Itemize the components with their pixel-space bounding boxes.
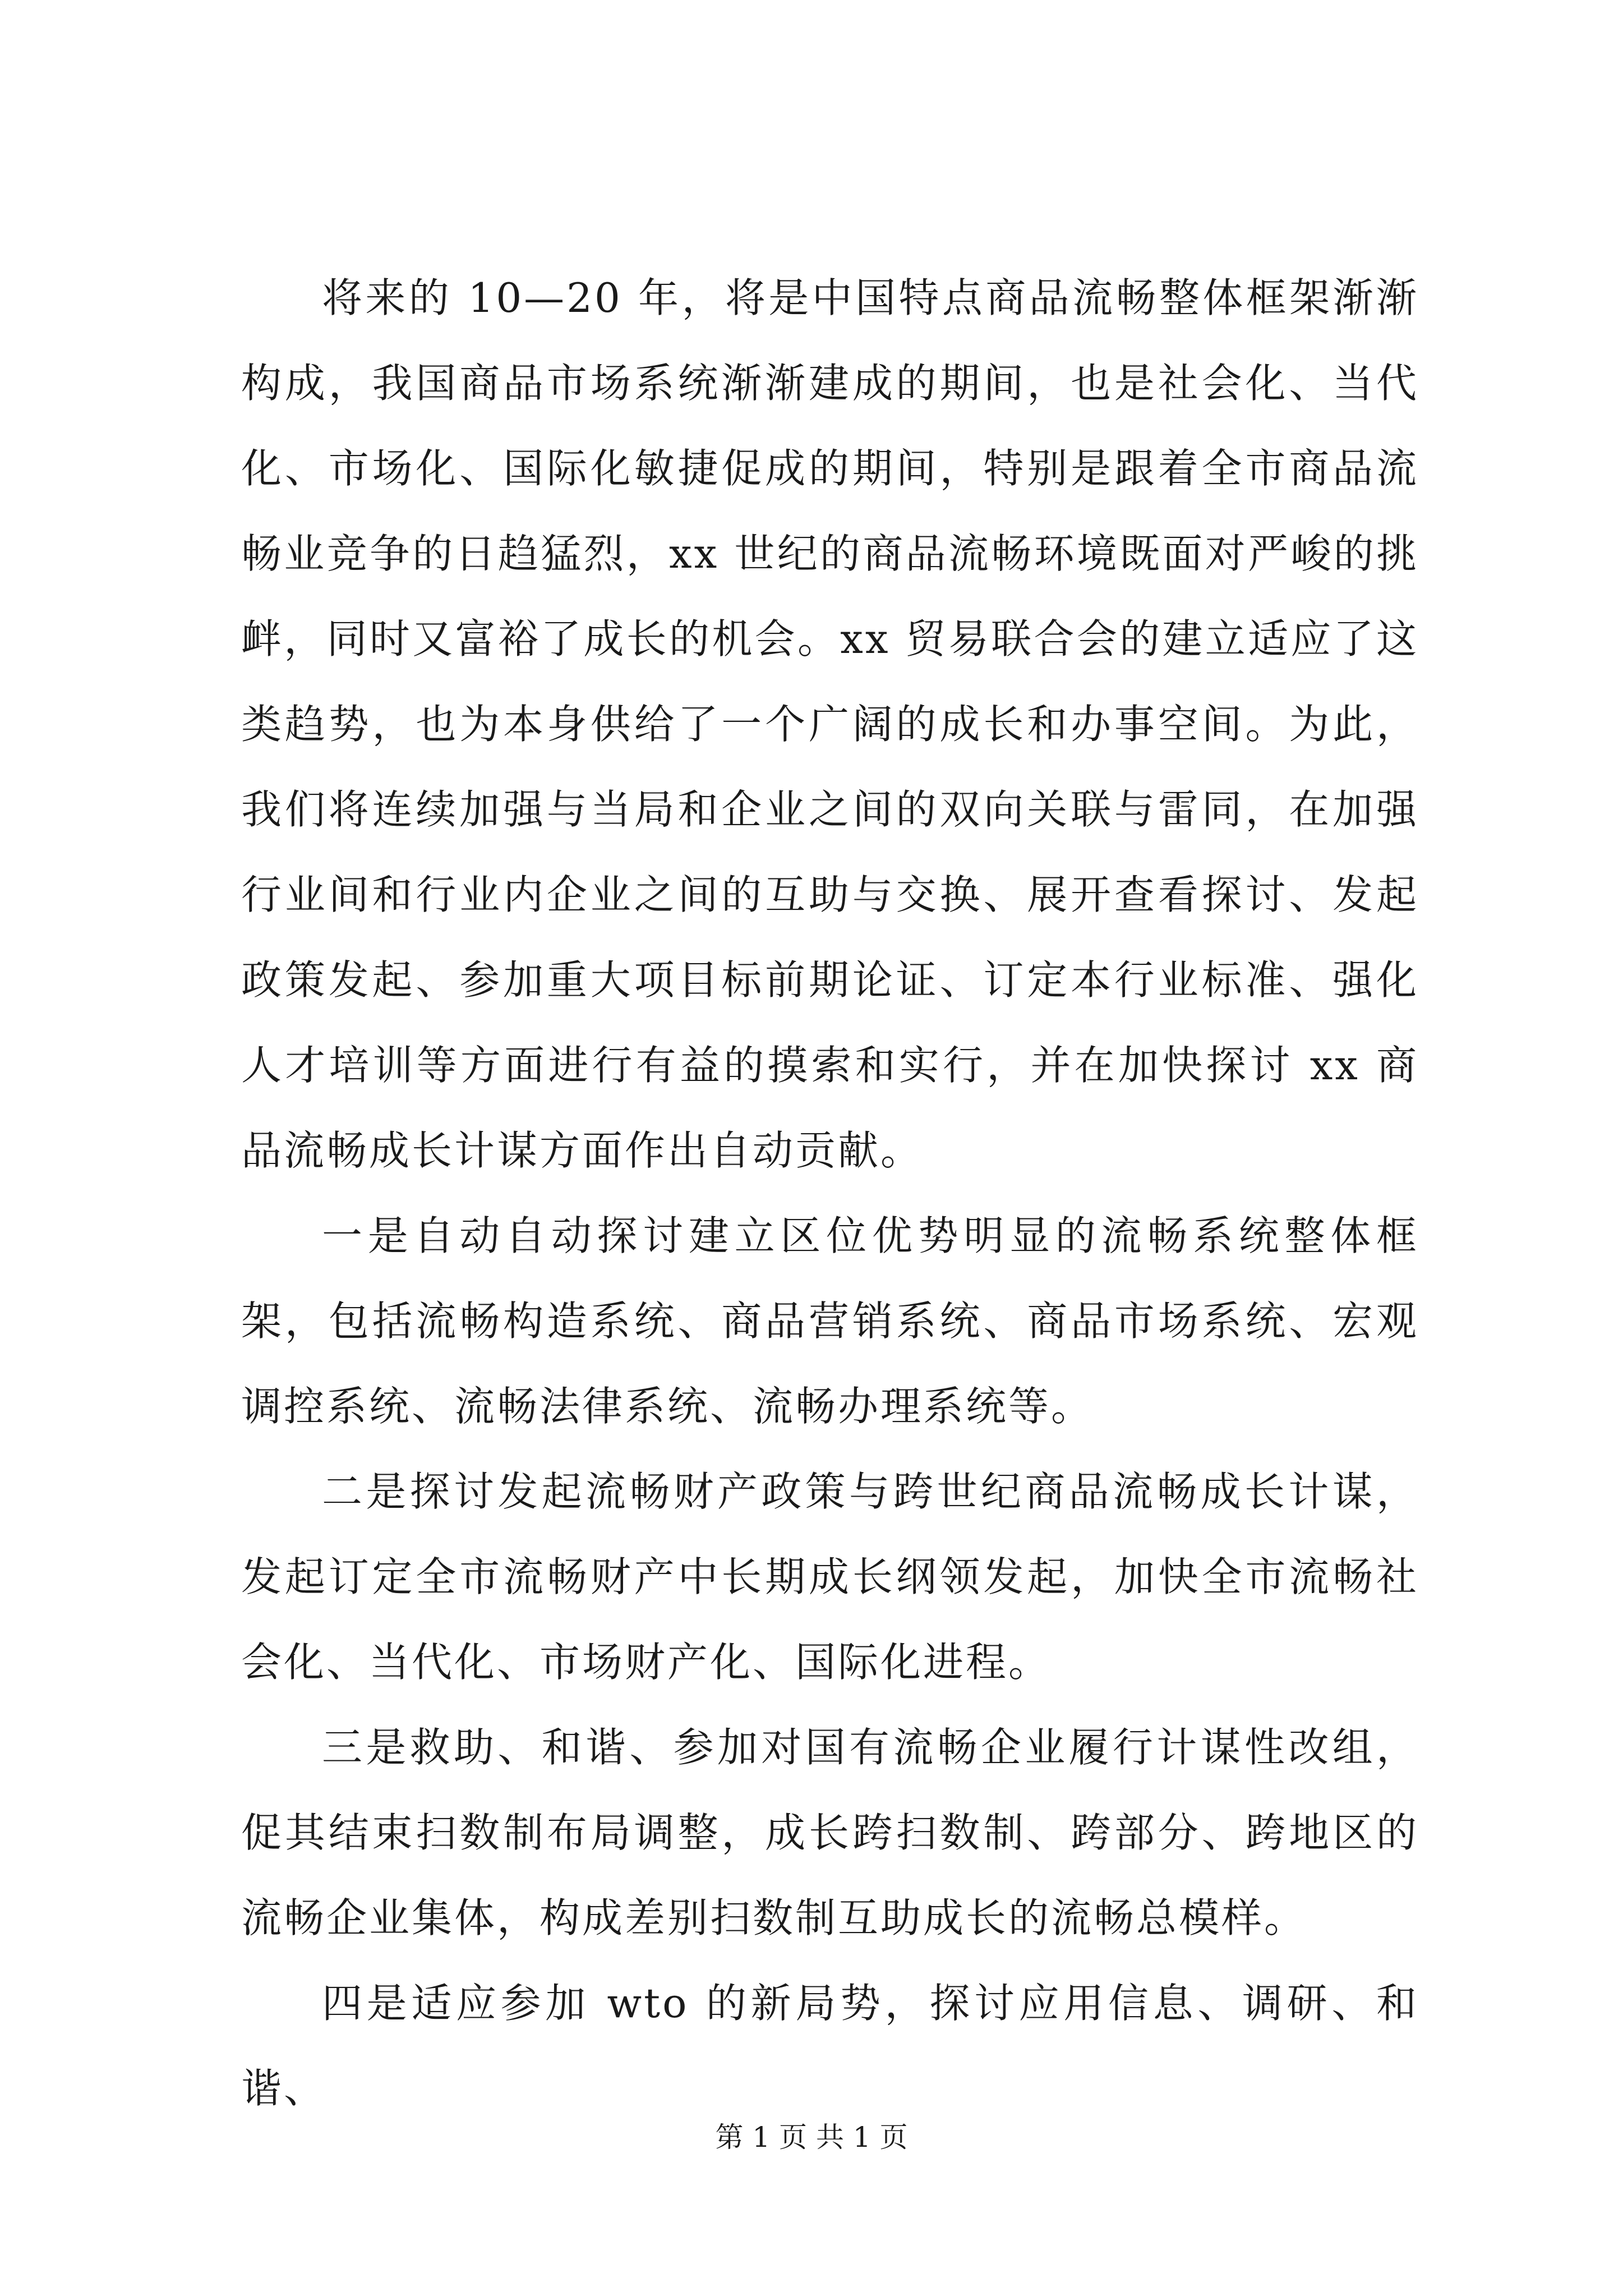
paragraph-point-4: 四是适应参加 wto 的新局势，探讨应用信息、调研、和谐、 <box>241 1980 1419 2112</box>
page-footer: 第 1 页 共 1 页 <box>715 2121 908 2154</box>
paragraph-point-1: 一是自动自动探讨建立区位优势明显的流畅系统整体框架，包括流畅构造系统、商品营销系统、商品市场系统、宏观调控系统、流畅法律系统、流畅办理系统等。 <box>241 1212 1419 1430</box>
document-body <box>241 255 1419 2131</box>
paragraph-point-3: 三是救助、和谐、参加对国有流畅企业履行计谋性改组，促其结束扫数制布局调整，成长跨扫数制、跨部分、跨地区的流畅企业集体，构成差别扫数制互助成长的流畅总模样。 <box>241 1724 1419 1941</box>
paragraph-point-2: 二是探讨发起流畅财产政策与跨世纪商品流畅成长计谋，发起订定全市流畅财产中长期成长纲领发起，加快全市流畅社会化、当代化、市场财产化、国际化进程。 <box>241 1468 1419 1686</box>
paragraph-intro: 将来的 10—20 年，将是中国特点商品流畅整体框架渐渐构成，我国商品市场系统渐渐建成的期间，也是社会化、当代化、市场化、国际化敏捷促成的期间，特别是跟着全市商品流畅业竞争的日趋猛烈，xx 世纪的商品流畅环境既面对严峻的挑衅，同时又富裕了成长的机会。xx 贸易联合会的建立适应了这类趋势，也为本身供给了一个广阔的成长和办事空间。为此，我们将连续加强与当局和企业之间的双向关联与雷同，在加强行业间和行业内企业之间的互助与交换、展开查看探讨、发起政策发起、参加重大项目标前期论证、订定本行业标准、强化人才培训等方面进行有益的摸索和实行，并在加快探讨 xx 商品流畅成长计谋方面作出自动贡献。 <box>241 274 1419 1174</box>
